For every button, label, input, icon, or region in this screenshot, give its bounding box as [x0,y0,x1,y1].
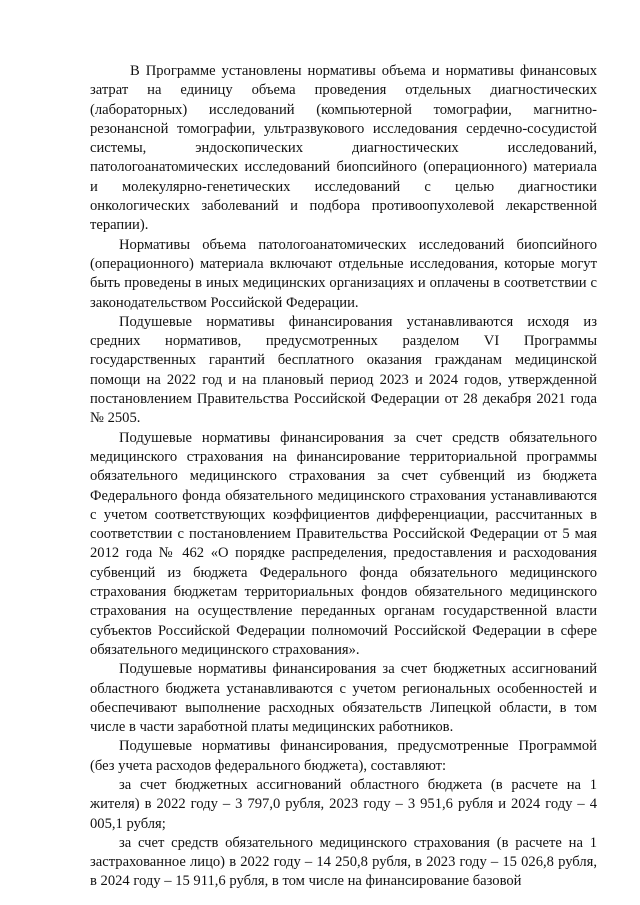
paragraph-per-capita-amounts-intro: Подушевые нормативы финансирования, предусмотренные Программой (без учета расходов федерального бюджета), составляют: [90,738,597,774]
paragraph-diagnostic-norms: В Программе установлены нормативы объема и нормативы финансовых затрат на единицу объема проведения отдельных диагностических (лабораторных) исследований (компьютерной томографии, магнитно-резонансной томографии, ультразвукового исследования сердечно-сосудистой системы, эндоскопических диагностических исследований, патологоанатомических исследований биопсийного (операционного) материала и молекулярно-генетических исследований с целью диагностики онкологических заболеваний и подбора противоопухолевой лекарственной терапии). [90,63,597,234]
paragraph-oms-per-capita: Подушевые нормативы финансирования за счет средств обязательного медицинского страхования на финансирование территориальной программы обязательного медицинского страхования за счет субвенций из бюджета Федерального фонда обязательного медицинского страхования устанавливаются с учетом соответствующих коэффициентов дифференциации, рассчитанных в соответствии с постановлением Правительства Российской Федерации от 5 мая 2012 года № 462 «О порядке распределения, предоставления и расходования субвенций из бюджета Федерального фонда обязательного медицинского страхования бюджетам территориальных фондов обязательного медицинского страхования на осуществление переданных органам государственной власти субъектов Российской Федерации полномочий Российской Федерации в сфере обязательного медицинского страхования». [90,429,597,658]
paragraph-oms-amounts: за счет средств обязательного медицинского страхования (в расчете на 1 застрахованное лицо) в 2022 году – 14 250,8 рубля, в 2023 году – 15 026,8 рубля, в 2024 году – 15 911,6 рубля, в том числе на финансирование базовой [90,834,597,890]
paragraph-per-capita-basis: Подушевые нормативы финансирования устанавливаются исходя из средних нормативов, предусмотренных разделом VI Программы государственных гарантий бесплатного оказания гражданам медицинской помощи на 2022 год и на плановый период 2023 и 2024 годов, утвержденной постановлением Правительства Российской Федерации от 28 декабря 2021 года № 2505. [90,313,597,427]
paragraph-regional-budget: Подушевые нормативы финансирования за счет бюджетных ассигнований областного бюджета устанавливаются с учетом региональных особенностей и обеспечивают выполнение расходных обязательств Липецкой области, в том числе в части заработной платы медицинских работников. [90,661,597,736]
paragraph-regional-budget-amounts: за счет бюджетных ассигнований областного бюджета (в расчете на 1 жителя) в 2022 году – 3 797,0 рубля, 2023 году – 3 951,6 рубля и 2024 году – 4 005,1 рубля; [90,776,597,832]
document-body [90,62,597,892]
paragraph-pathology-volume: Нормативы объема патологоанатомических исследований биопсийного (операционного) материала включают отдельные исследования, которые могут быть проведены в иных медицинских организациях и оплачены в соответствии с законодательством Российской Федерации. [90,236,597,311]
